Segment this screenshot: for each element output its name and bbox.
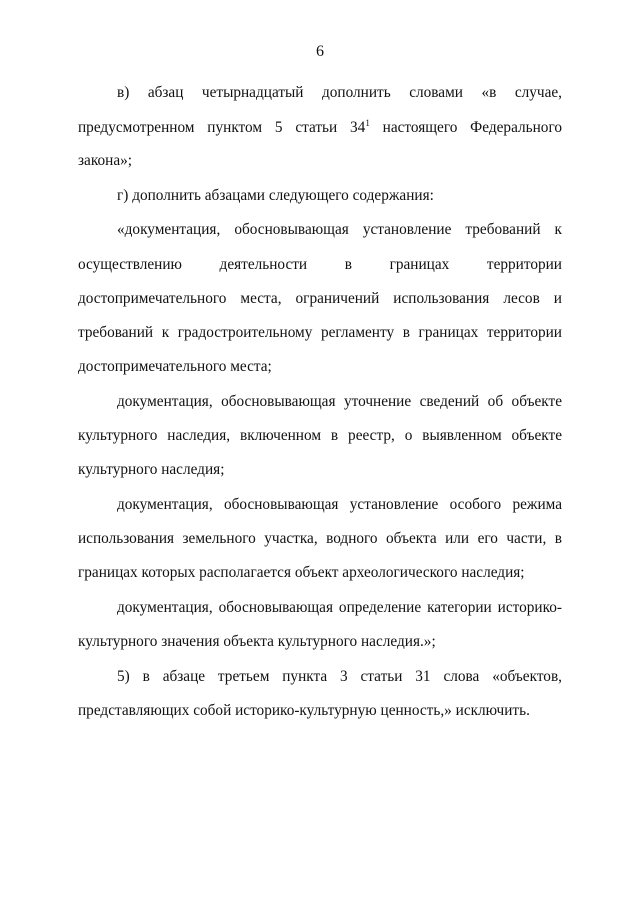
text-line-13: документация, обосновывающая установление особого режима xyxy=(117,496,562,513)
text-line-1: в) абзац четырнадцатый дополнить словами «в случае, xyxy=(117,84,562,101)
text-line-9: достопримечательного места; xyxy=(78,358,272,375)
text-line-17: культурного значения объекта культурного наследия.»; xyxy=(78,633,436,650)
text-line-18: 5) в абзаце третьем пункта 3 статьи 31 слова «объектов, xyxy=(117,668,562,685)
text-line-5: «документация, обосновывающая установление требований к xyxy=(117,221,562,238)
text-line-2 xyxy=(78,118,562,138)
text-line-6: осуществлению деятельности в границах территории xyxy=(78,256,562,273)
text-line-15: границах которых располагается объект археологического наследия; xyxy=(78,564,525,581)
page-number: 6 xyxy=(316,43,324,60)
text-line-7: достопримечательного места, ограничений использования лесов и xyxy=(78,290,562,307)
text-line-10: документация, обосновывающая уточнение сведений об объекте xyxy=(117,393,562,410)
text-line-12: культурного наследия; xyxy=(78,461,225,478)
superscript-1: 1 xyxy=(365,118,370,128)
text-line-19: представляющих собой историко-культурную ценность,» исключить. xyxy=(78,702,530,719)
text-line-14: использования земельного участка, водного объекта или его части, в xyxy=(78,530,562,547)
text-line-2-part-a: предусмотренном пунктом 5 статьи 34 xyxy=(78,119,366,136)
text-line-11: культурного наследия, включенном в реестр, о выявленном объекте xyxy=(78,427,562,444)
text-line-3: закона»; xyxy=(78,152,133,169)
text-line-4: г) дополнить абзацами следующего содержания: xyxy=(117,187,434,204)
text-line-2-part-b: настоящего Федерального xyxy=(369,119,562,136)
text-line-8: требований к градостроительному регламенту в границах территории xyxy=(78,324,562,341)
text-line-16: документация, обосновывающая определение категории историко- xyxy=(117,599,562,616)
